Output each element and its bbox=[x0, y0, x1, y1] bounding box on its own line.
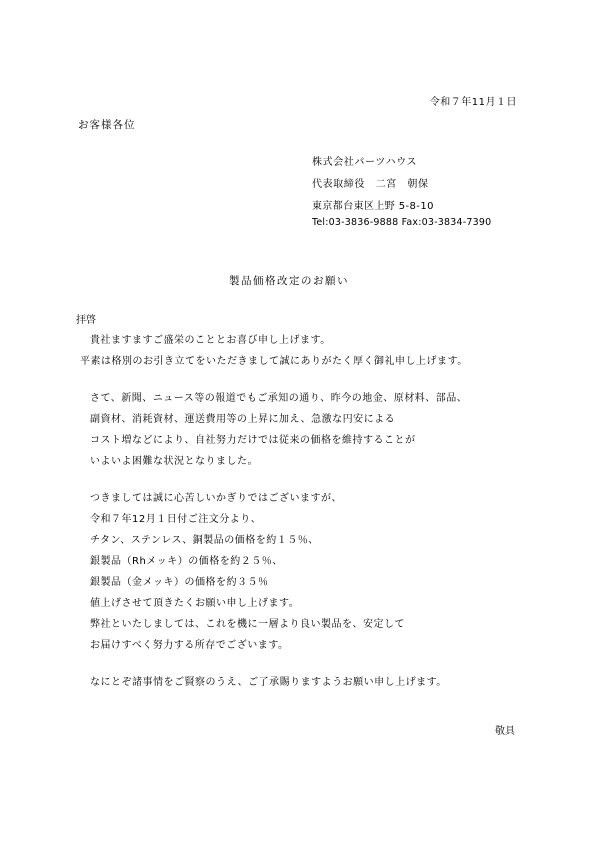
body-line: なにとぞ諸事情をご賢察のうえ、ご了承賜りますようお願い申し上げます。 bbox=[90, 677, 447, 688]
body-line: チタン、ステンレス、銅製品の価格を約１５％、 bbox=[90, 535, 319, 546]
body-line: 副資材、消耗資材、運送費用等の上昇に加え、急激な円安による bbox=[90, 414, 396, 425]
sender-address: 東京都台東区上野 5-8-10 bbox=[312, 201, 434, 212]
body-line: 銀製品（金メッキ）の価格を約３５％ bbox=[90, 577, 269, 588]
body-line-blank bbox=[90, 376, 468, 392]
letter-body bbox=[80, 334, 468, 697]
body-line: つきましては誠に心苦しいかぎりではございますが、 bbox=[90, 493, 342, 504]
sender-contact: Tel:03-3836-9888 Fax:03-3834-7390 bbox=[312, 217, 492, 228]
letter-subject: 製品価格改定のお願い bbox=[229, 275, 349, 287]
body-line-blank bbox=[90, 476, 468, 492]
body-line: 値上げさせて頂きたくお願い申し上げます。 bbox=[90, 598, 300, 609]
body-line-blank bbox=[90, 660, 468, 676]
closing-phrase: 敬具 bbox=[495, 726, 515, 737]
body-line: いよいよ困難な状況となりました。 bbox=[90, 456, 258, 467]
body-line: 貴社ますますご盛栄のこととお喜び申し上げます。 bbox=[90, 335, 331, 346]
sender-representative: 代表取締役 二宮 朝保 bbox=[312, 179, 429, 190]
salutation: 拝啓 bbox=[76, 315, 96, 326]
letter-date: 令和７年11月１日 bbox=[429, 97, 517, 108]
body-line: 令和７年12月１日付ご注文分より、 bbox=[90, 514, 262, 525]
body-line: お届けすべく努力する所存でございます。 bbox=[90, 640, 289, 651]
body-line: コスト増などにより、自社努力だけでは従来の価格を維持することが bbox=[90, 435, 416, 446]
body-line: 弊社といたしましては、これを機に一層より良い製品を、安定して bbox=[90, 619, 405, 630]
body-line: 平素は格別のお引き立てをいただきまして誠にありがたく厚く御礼申し上げます。 bbox=[80, 356, 468, 367]
body-line: 銀製品（Rhメッキ）の価格を約２５％、 bbox=[90, 556, 283, 567]
body-line: さて、新聞、ニュース等の報道でもご承知の通り、昨今の地金、原材料、部品、 bbox=[90, 393, 468, 404]
sender-company: 株式会社パーツハウス bbox=[312, 157, 418, 168]
recipient-line: お客様各位 bbox=[78, 119, 136, 131]
